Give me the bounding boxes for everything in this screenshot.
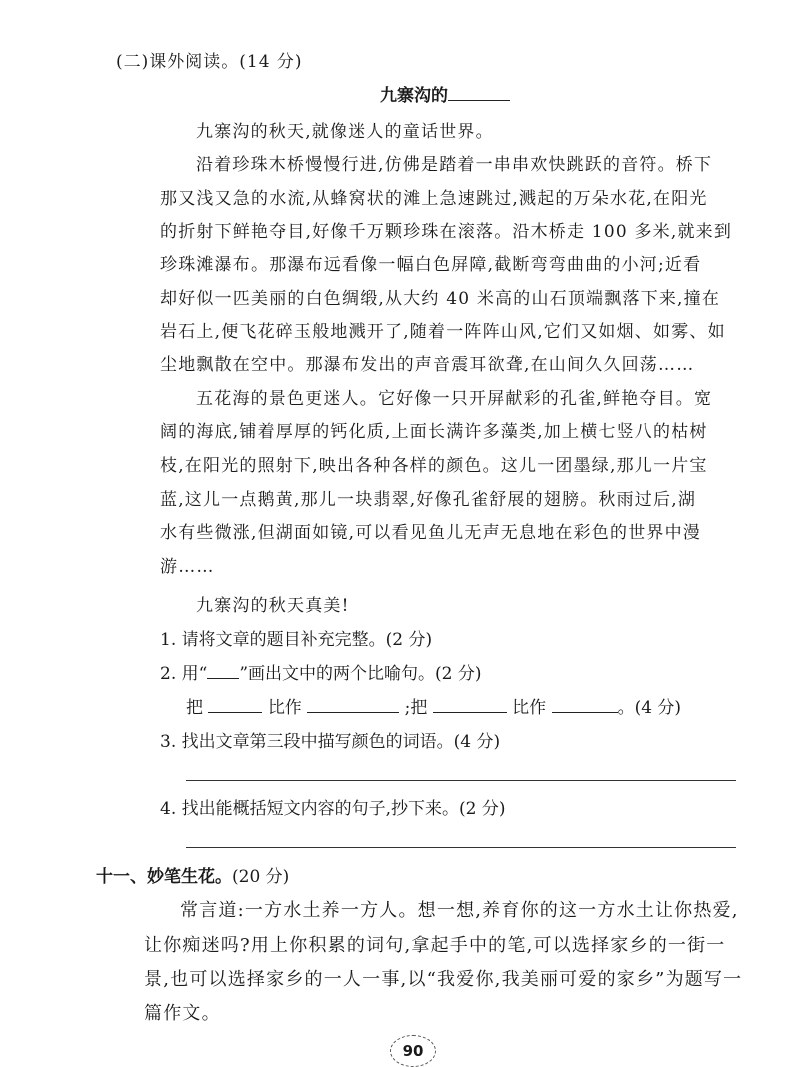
- writing-section-heading: [96, 862, 289, 887]
- question-1: 1. 请将文章的题目补充完整。(2 分): [160, 630, 433, 650]
- simile-fill-row: [186, 693, 681, 718]
- fill-blank-2[interactable]: [307, 711, 399, 713]
- page-number: 90: [390, 1035, 436, 1067]
- fill-ba-1: 把: [186, 698, 203, 718]
- writing-heading-number: 十一、: [96, 867, 147, 887]
- paragraph-2-line: 尘地飘散在空中。那瀑布发出的声音震耳欲聋,在山间久久回荡……: [160, 355, 695, 375]
- paragraph-2-line: 沿着珍珠木桥慢慢行进,仿佛是踏着一串串欢快跳跃的音符。桥下: [196, 155, 713, 175]
- paragraph-3-line: 蓝,这儿一点鹅黄,那儿一块翡翠,好像孔雀舒展的翅膀。秋雨过后,湖: [160, 490, 697, 510]
- question-2-prefix: 2. 用“: [160, 664, 208, 684]
- fill-end: 。(4 分): [617, 698, 682, 718]
- answer-line-q3[interactable]: [186, 780, 736, 781]
- answer-line-q4[interactable]: [186, 847, 736, 848]
- paragraph-2-line: 却好似一匹美丽的白色绸缎,从大约 40 米高的山石顶端飘落下来,撞在: [160, 289, 721, 309]
- fill-bizuo-1: 比作: [267, 698, 302, 718]
- question-2: [160, 659, 482, 684]
- question-3: 3. 找出文章第三段中描写颜色的词语。(4 分): [160, 732, 501, 752]
- paragraph-1: 九寨沟的秋天,就像迷人的童话世界。: [196, 122, 494, 142]
- paragraph-4: 九寨沟的秋天真美!: [196, 596, 350, 616]
- question-2-suffix: ”画出文中的两个比喻句。(2 分): [239, 664, 482, 684]
- fill-bizuo-2: 比作: [512, 698, 547, 718]
- writing-prompt-line: 景,也可以选择家乡的一人一事,以“我爱你,我美丽可爱的家乡”为题写一: [144, 969, 743, 990]
- paragraph-3-line: 游……: [160, 557, 215, 577]
- writing-prompt-line: 常言道:一方水土养一方人。想一想,养育你的这一方水土让你热爱,: [180, 900, 739, 921]
- writing-heading-title: 妙笔生花。: [147, 867, 232, 887]
- fill-blank-4[interactable]: [552, 711, 618, 713]
- writing-heading-score: (20 分): [232, 867, 290, 887]
- paragraph-3-line: 枝,在阳光的照射下,映出各种各样的颜色。这儿一团墨绿,那儿一片宝: [160, 456, 708, 476]
- fill-blank-1[interactable]: [208, 711, 262, 713]
- passage-title-prefix: 九寨沟的: [380, 86, 448, 106]
- underline-sample: [207, 677, 239, 679]
- fill-blank-3[interactable]: [433, 711, 507, 713]
- passage-title: [380, 81, 510, 106]
- reading-section-heading: (二)课外阅读。(14 分): [116, 52, 303, 72]
- paragraph-2-line: 的折射下鲜艳夺目,好像千万颗珍珠在滚落。沿木桥走 100 多米,就来到: [160, 222, 733, 242]
- writing-prompt-line: 让你痴迷吗?用上你积累的词句,拿起手中的笔,可以选择家乡的一街一: [144, 935, 726, 956]
- title-blank[interactable]: [448, 99, 510, 101]
- paragraph-3-line: 五花海的景色更迷人。它好像一只开屏献彩的孔雀,鲜艳夺目。宽: [196, 389, 713, 409]
- paragraph-2-line: 岩石上,便飞花碎玉般地溅开了,随着一阵阵山风,它们又如烟、如雾、如: [160, 322, 726, 342]
- fill-sep: ;把: [404, 698, 428, 718]
- question-4: 4. 找出能概括短文内容的句子,抄下来。(2 分): [160, 799, 506, 819]
- paragraph-3-line: 阔的海底,铺着厚厚的钙化质,上面长满许多藻类,加上横七竖八的枯树: [160, 422, 708, 442]
- paragraph-3-line: 水有些微涨,但湖面如镜,可以看见鱼儿无声无息地在彩色的世界中漫: [160, 523, 702, 543]
- writing-prompt-line: 篇作文。: [144, 1003, 221, 1024]
- paragraph-2-line: 那又浅又急的水流,从蜂窝状的滩上急速跳过,溅起的万朵水花,在阳光: [160, 189, 708, 209]
- paragraph-2-line: 珍珠滩瀑布。那瀑布远看像一幅白色屏障,截断弯弯曲曲的小河;近看: [160, 255, 702, 275]
